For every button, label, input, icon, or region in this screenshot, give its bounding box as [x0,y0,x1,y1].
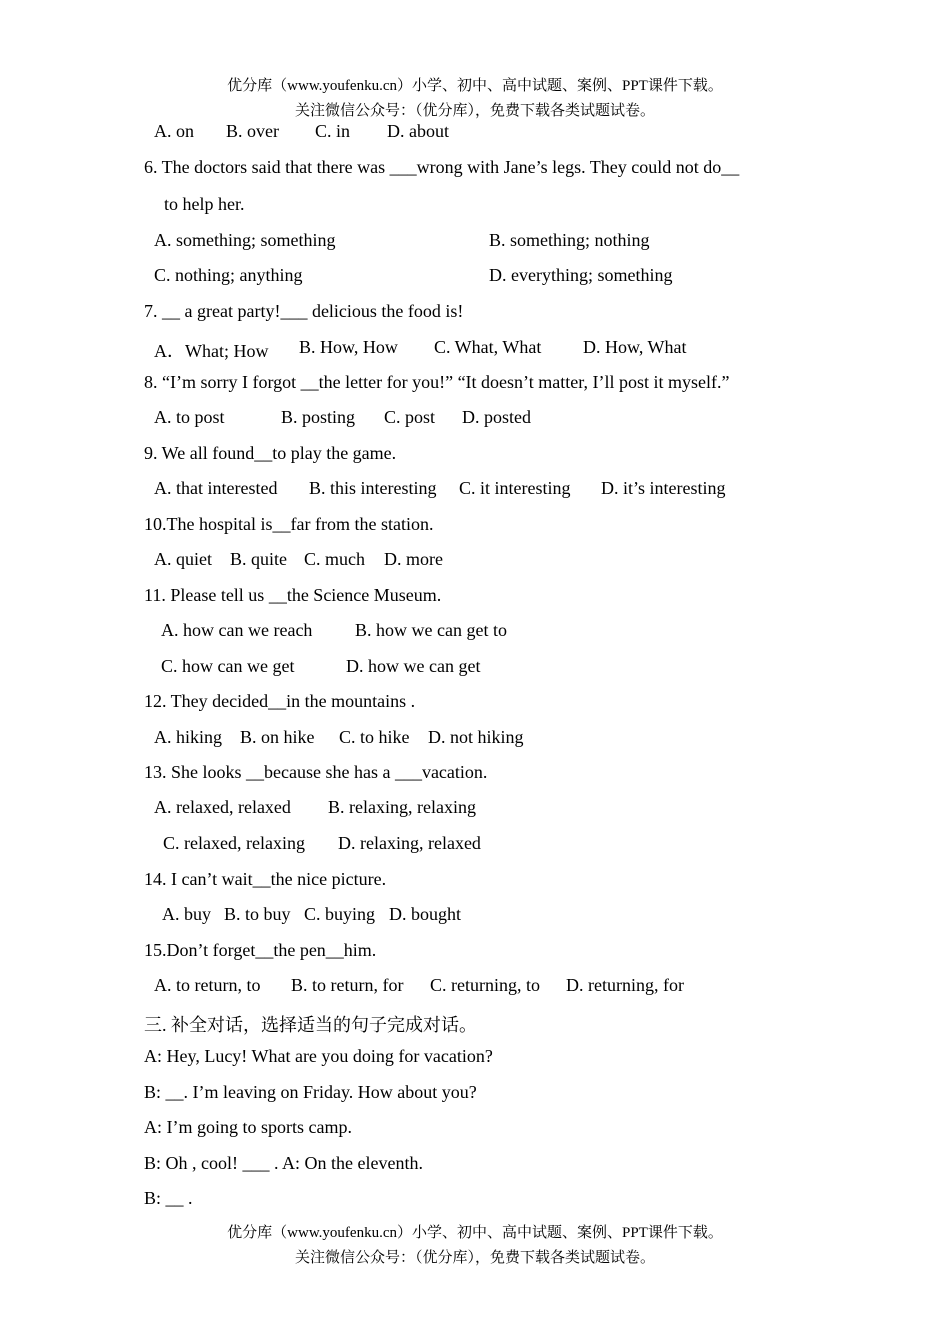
footer-line-2: 关注微信公众号：（优分库），免费下载各类试题试卷。 [294,1250,655,1266]
q9-stem: 9. We all found__to play the game. [144,443,397,463]
q14-stem: 14. I can’t wait__the nice picture. [144,869,387,889]
q11-option-a: A. how can we reach [161,620,313,640]
dialogue-line: B: __ . [144,1188,193,1208]
dialogue-line: A: Hey, Lucy! What are you doing for vacation? [144,1046,493,1066]
q12-option-b: B. on hike [240,727,315,747]
q7-stem: 7. __ a great party!___ delicious the food is! [144,301,464,321]
q8-option-c: C. post [384,407,436,427]
q15-option-c: C. returning, to [430,975,540,995]
q9-option-d: D. it’s interesting [601,478,726,498]
q13-option-b: B. relaxing, relaxing [328,797,476,817]
q8-option-d: D. posted [462,407,531,427]
q8-option-a: A. to post [154,407,225,427]
q15-stem: 15.Don’t forget__the pen__him. [144,940,377,960]
dialogue-line: B: Oh , cool! ___ . A: On the eleventh. [144,1153,423,1173]
q14-option-a: A. buy [162,904,211,924]
q12-stem: 12. They decided__in the mountains . [144,691,416,711]
q13-option-a: A. relaxed, relaxed [154,797,291,817]
q10-option-d: D. more [384,549,443,569]
q7-option-d: D. How, What [583,337,687,357]
q6-stem-line-1: 6. The doctors said that there was ___wrong with Jane’s legs. They could not do__ [144,157,740,177]
q9-option-a: A. that interested [154,478,278,498]
q14-option-d: D. bought [389,904,461,924]
q11-stem: 11. Please tell us __the Science Museum. [144,585,442,605]
dialogue-line: A: I’m going to sports camp. [144,1117,352,1137]
q11-option-c: C. how can we get [161,656,295,676]
q15-option-d: D. returning, for [566,975,684,995]
q13-option-c: C. relaxed, relaxing [163,833,305,853]
q14-option-b: B. to buy [224,904,291,924]
q5-option-d: D. about [387,121,449,141]
q9-option-b: B. this interesting [309,478,437,498]
q6-option-a: A. something; something [154,230,336,250]
q12-option-d: D. not hiking [428,727,524,747]
q13-stem: 13. She looks __because she has a ___vacation. [144,762,488,782]
q8-stem: 8. “I’m sorry I forgot __the letter for you!” “It doesn’t matter, I’ll post it myself.” [144,372,730,392]
header-line-2: 关注微信公众号：（优分库），免费下载各类试题试卷。 [294,103,655,119]
q12-option-a: A. hiking [154,727,223,747]
q10-option-a: A. quiet [154,549,212,569]
q11-option-d: D. how we can get [346,656,481,676]
q15-option-b: B. to return, for [291,975,404,995]
q5-option-a: A. on [154,121,194,141]
q14-option-c: C. buying [304,904,376,924]
q6-option-d: D. everything; something [489,265,673,285]
q15-option-a: A. to return, to [154,975,261,995]
q12-option-c: C. to hike [339,727,410,747]
header-line-1: 优分库（www.youfenku.cn）小学、初中、高中试题、案例、PPT课件下载。 [227,78,723,94]
q6-option-b: B. something; nothing [489,230,650,250]
footer-line-1: 优分库（www.youfenku.cn）小学、初中、高中试题、案例、PPT课件下载。 [227,1225,723,1241]
q9-option-c: C. it interesting [459,478,571,498]
q11-option-b: B. how we can get to [355,620,507,640]
q6-stem-line-2: to help her. [164,194,245,214]
q10-option-b: B. quite [230,549,287,569]
q7-option-b: B. How, How [299,337,398,357]
section-3-title: 三. 补全对话，选择适当的句子完成对话。 [144,1015,477,1035]
q10-stem: 10.The hospital is__far from the station. [144,514,434,534]
q8-option-b: B. posting [281,407,356,427]
dialogue-line: B: __. I’m leaving on Friday. How about you? [144,1082,477,1102]
q10-option-c: C. much [304,549,365,569]
q6-option-c: C. nothing; anything [154,265,303,285]
q7-option-c: C. What, What [434,337,542,357]
q13-option-d: D. relaxing, relaxed [338,833,481,853]
q5-option-b: B. over [226,121,279,141]
q7-option-a: A．What; How [154,341,269,361]
q5-option-c: C. in [315,121,351,141]
